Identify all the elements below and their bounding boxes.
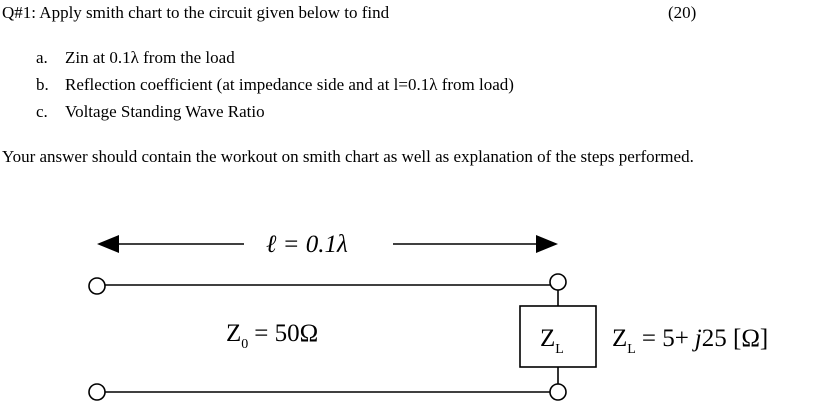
load-impedance-value: $Z_L = 5+ j25$ [Ω] [612, 325, 769, 357]
question-marks: (20) [668, 3, 697, 22]
length-label: ℓ = 0.1λ [266, 231, 348, 258]
characteristic-impedance-label: $Z_0 = 50\Omega$ [226, 320, 319, 352]
item-marker-b: b. [36, 75, 49, 94]
item-marker-c: c. [36, 102, 48, 121]
instructions-text: Your answer should contain the workout on smith chart as well as explanation of the steps performed. [2, 147, 694, 166]
bottom-right-terminal [550, 384, 566, 400]
top-left-terminal [89, 278, 105, 294]
item-text-a: Zin at 0.1λ from the load [65, 48, 235, 67]
load-impedance-box [520, 306, 596, 367]
item-marker-a: a. [36, 48, 48, 67]
top-right-terminal [550, 274, 566, 290]
item-text-c: Voltage Standing Wave Ratio [65, 102, 265, 121]
load-box-label: $Z_L$ [540, 325, 564, 357]
item-text-b: Reflection coefficient (at impedance side and at l=0.1λ from load) [65, 75, 514, 94]
length-arrow-right-head [536, 235, 558, 253]
length-arrow-left-head [97, 235, 119, 253]
bottom-left-terminal [89, 384, 105, 400]
question-title: Q#1: Apply smith chart to the circuit given below to find [2, 3, 390, 22]
